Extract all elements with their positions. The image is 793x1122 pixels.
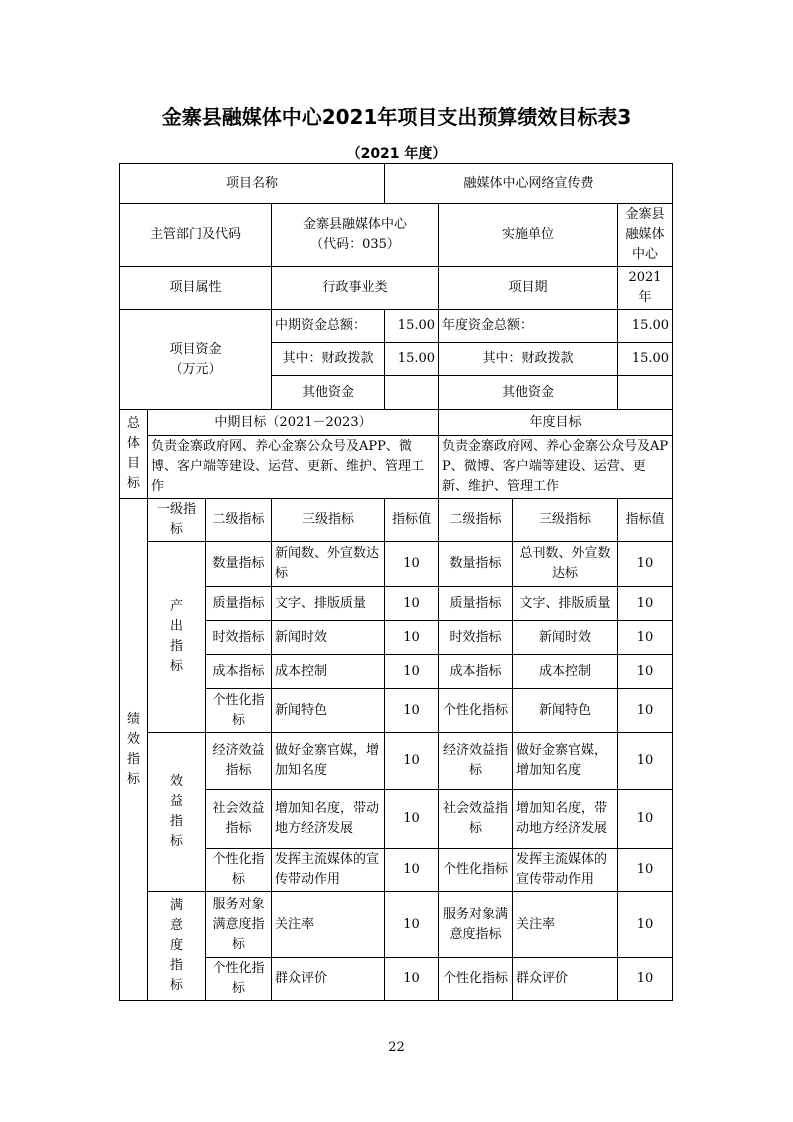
level3-cell: 做好金寨官媒，增加知名度 bbox=[272, 733, 385, 790]
annual-goal-text: 负责金寨政府网、养心金寨公众号及APP、微博、客户端等建设、运营、更新、维护、管理工作 bbox=[439, 436, 673, 499]
group-output-label: 产 出 指 标 bbox=[148, 542, 206, 733]
level2-cell: 质量指标 bbox=[206, 587, 272, 621]
row-department bbox=[120, 204, 673, 267]
annual-level2-cell: 个性化指标 bbox=[439, 958, 513, 1001]
attr-label: 项目属性 bbox=[120, 267, 272, 310]
overall-goals-label: 总 体 目 标 bbox=[120, 410, 148, 499]
value-cell: 10 bbox=[385, 621, 439, 655]
annual-level3-cell: 关注率 bbox=[513, 892, 618, 958]
annual-goal-header: 年度目标 bbox=[439, 410, 673, 436]
annual-level2-cell: 个性化指标 bbox=[439, 689, 513, 733]
level2-cell: 经济效益指标 bbox=[206, 733, 272, 790]
value-cell: 10 bbox=[385, 892, 439, 958]
annual-value-cell: 10 bbox=[618, 849, 673, 892]
row-perf-header bbox=[120, 499, 673, 542]
row-funds-total bbox=[120, 310, 673, 343]
value-cell: 10 bbox=[385, 655, 439, 689]
row-attribute bbox=[120, 267, 673, 310]
header-level3: 三级指标 bbox=[272, 499, 385, 542]
header-value: 指标值 bbox=[385, 499, 439, 542]
annual-other-label: 其他资金 bbox=[439, 376, 618, 410]
level3-cell: 新闻特色 bbox=[272, 689, 385, 733]
project-name-label: 项目名称 bbox=[120, 164, 385, 204]
header-annual-level2: 二级指标 bbox=[439, 499, 513, 542]
annual-value-cell: 10 bbox=[618, 958, 673, 1001]
budget-table bbox=[119, 163, 673, 1001]
level3-cell: 关注率 bbox=[272, 892, 385, 958]
dept-label: 主管部门及代码 bbox=[120, 204, 272, 267]
impl-value: 金寨县融媒体中心 bbox=[618, 204, 673, 267]
level2-cell: 个性化指标 bbox=[206, 958, 272, 1001]
annual-level2-cell: 个性化指标 bbox=[439, 849, 513, 892]
annual-value-cell: 10 bbox=[618, 655, 673, 689]
group-benefit-label: 效 益 指 标 bbox=[148, 733, 206, 892]
level2-cell: 个性化指标 bbox=[206, 689, 272, 733]
period-value: 2021 年 bbox=[618, 267, 673, 310]
header-annual-value: 指标值 bbox=[618, 499, 673, 542]
row-project-name bbox=[120, 164, 673, 204]
value-cell: 10 bbox=[385, 958, 439, 1001]
mid-other-value bbox=[385, 376, 439, 410]
mid-other-label: 其他资金 bbox=[272, 376, 385, 410]
annual-value-cell: 10 bbox=[618, 733, 673, 790]
annual-level2-cell: 社会效益指标 bbox=[439, 790, 513, 849]
value-cell: 10 bbox=[385, 689, 439, 733]
annual-total-value: 15.00 bbox=[618, 310, 673, 343]
header-level2: 二级指标 bbox=[206, 499, 272, 542]
level3-cell: 群众评价 bbox=[272, 958, 385, 1001]
table-row bbox=[120, 892, 673, 958]
level2-cell: 时效指标 bbox=[206, 621, 272, 655]
dept-value-code: （代码：035） bbox=[310, 237, 400, 252]
value-cell: 10 bbox=[385, 849, 439, 892]
annual-level2-cell: 服务对象满意度指标 bbox=[439, 892, 513, 958]
annual-level3-cell: 新闻特色 bbox=[513, 689, 618, 733]
annual-level3-cell: 新闻时效 bbox=[513, 621, 618, 655]
annual-level2-cell: 成本指标 bbox=[439, 655, 513, 689]
annual-fiscal-value: 15.00 bbox=[618, 343, 673, 376]
annual-level3-cell: 文字、排版质量 bbox=[513, 587, 618, 621]
project-name-value: 融媒体中心网络宣传费 bbox=[385, 164, 673, 204]
page-title: 金寨县融媒体中心2021年项目支出预算绩效目标表3 bbox=[161, 105, 632, 129]
page-subtitle: （2021 年度） bbox=[346, 146, 447, 162]
annual-level2-cell: 时效指标 bbox=[439, 621, 513, 655]
period-label: 项目期 bbox=[439, 267, 618, 310]
funds-label-unit: （万元） bbox=[169, 361, 222, 377]
mid-fiscal-label: 其中：财政拨款 bbox=[272, 343, 385, 376]
level3-cell: 文字、排版质量 bbox=[272, 587, 385, 621]
level2-cell: 服务对象满意度指标 bbox=[206, 892, 272, 958]
annual-level3-cell: 增加知名度，带动地方经济发展 bbox=[513, 790, 618, 849]
level3-cell: 新闻时效 bbox=[272, 621, 385, 655]
attr-value: 行政事业类 bbox=[272, 267, 439, 310]
level3-cell: 成本控制 bbox=[272, 655, 385, 689]
value-cell: 10 bbox=[385, 790, 439, 849]
group-satisfaction-label: 满 意 度 指 标 bbox=[148, 892, 206, 1001]
header-level1: 一级指标 bbox=[148, 499, 206, 542]
header-annual-level3: 三级指标 bbox=[513, 499, 618, 542]
annual-level3-cell: 总刊数、外宣数达标 bbox=[513, 542, 618, 587]
level2-cell: 数量指标 bbox=[206, 542, 272, 587]
funds-label bbox=[120, 310, 272, 410]
impl-label: 实施单位 bbox=[439, 204, 618, 267]
mid-total-label: 中期资金总额： bbox=[272, 310, 385, 343]
row-goals-text bbox=[120, 436, 673, 499]
annual-total-label: 年度资金总额： bbox=[439, 310, 618, 343]
annual-value-cell: 10 bbox=[618, 689, 673, 733]
value-cell: 10 bbox=[385, 542, 439, 587]
annual-level2-cell: 经济效益指标 bbox=[439, 733, 513, 790]
mid-goal-text: 负责金寨政府网、养心金寨公众号及APP、微博、客户端等建设、运营、更新、维护、管理工作 bbox=[148, 436, 439, 499]
annual-value-cell: 10 bbox=[618, 790, 673, 849]
level3-cell: 发挥主流媒体的宣传带动作用 bbox=[272, 849, 385, 892]
dept-value-name: 金寨县融媒体中心 bbox=[303, 217, 408, 232]
annual-value-cell: 10 bbox=[618, 542, 673, 587]
annual-level3-cell: 成本控制 bbox=[513, 655, 618, 689]
annual-value-cell: 10 bbox=[618, 892, 673, 958]
mid-goal-header: 中期目标（2021－2023） bbox=[148, 410, 439, 436]
annual-level2-cell: 数量指标 bbox=[439, 542, 513, 587]
row-goals-header bbox=[120, 410, 673, 436]
level2-cell: 个性化指标 bbox=[206, 849, 272, 892]
table-row bbox=[120, 733, 673, 790]
annual-level3-cell: 群众评价 bbox=[513, 958, 618, 1001]
level2-cell: 成本指标 bbox=[206, 655, 272, 689]
level3-cell: 增加知名度，带动地方经济发展 bbox=[272, 790, 385, 849]
funds-label-main: 项目资金 bbox=[169, 341, 222, 357]
perf-label: 绩 效 指 标 bbox=[120, 499, 148, 1001]
value-cell: 10 bbox=[385, 733, 439, 790]
value-cell: 10 bbox=[385, 587, 439, 621]
annual-value-cell: 10 bbox=[618, 621, 673, 655]
level3-cell: 新闻数、外宣数达标 bbox=[272, 542, 385, 587]
table-row bbox=[120, 542, 673, 587]
annual-level2-cell: 质量指标 bbox=[439, 587, 513, 621]
mid-fiscal-value: 15.00 bbox=[385, 343, 439, 376]
annual-level3-cell: 发挥主流媒体的宣传带动作用 bbox=[513, 849, 618, 892]
mid-total-value: 15.00 bbox=[385, 310, 439, 343]
annual-other-value bbox=[618, 376, 673, 410]
annual-level3-cell: 做好金寨官媒，增加知名度 bbox=[513, 733, 618, 790]
level2-cell: 社会效益指标 bbox=[206, 790, 272, 849]
annual-fiscal-label: 其中：财政拨款 bbox=[439, 343, 618, 376]
dept-value bbox=[272, 204, 439, 267]
annual-value-cell: 10 bbox=[618, 587, 673, 621]
page-number: 22 bbox=[388, 1040, 405, 1055]
